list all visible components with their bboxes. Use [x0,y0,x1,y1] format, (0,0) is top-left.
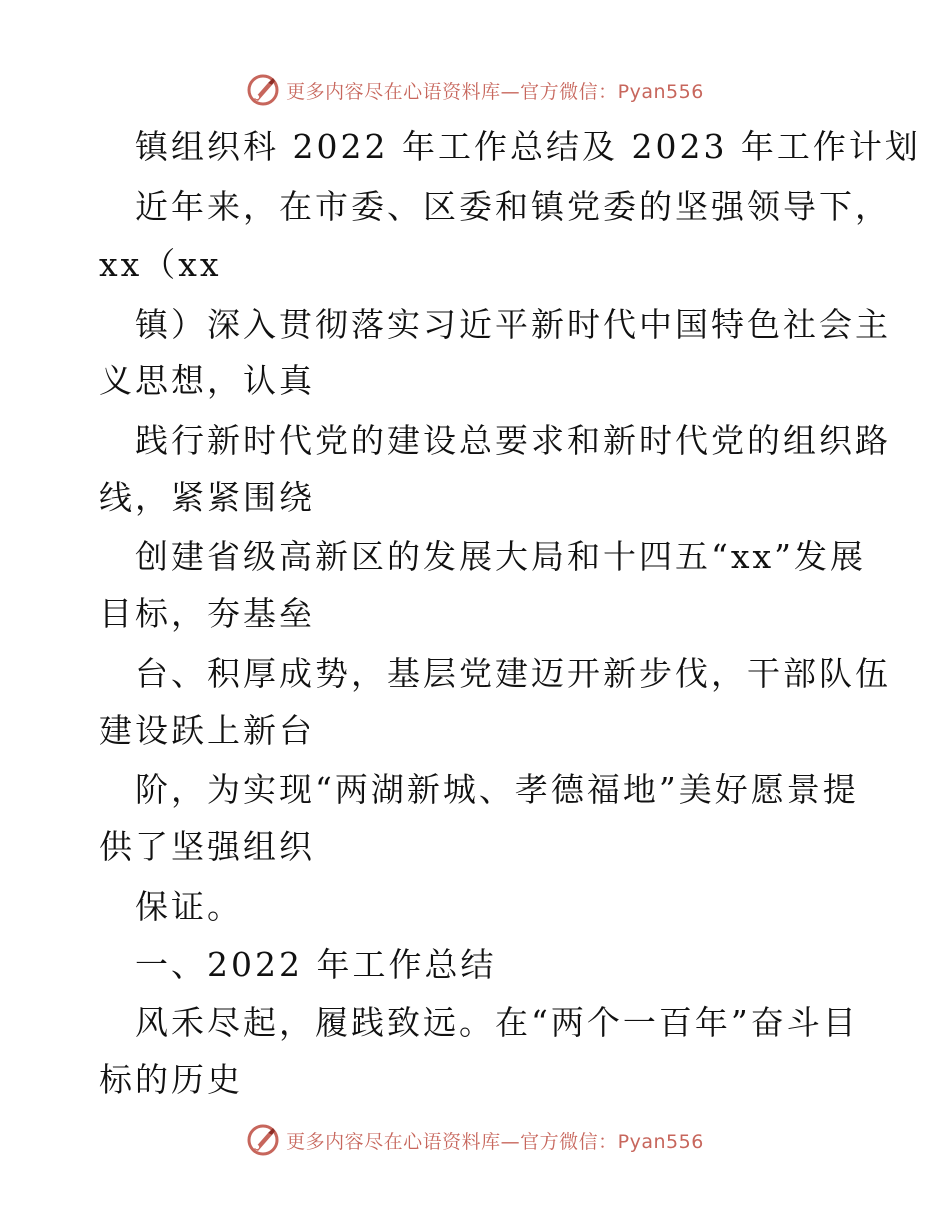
document-title: 镇组织科 2022 年工作总结及 2023 年工作计划 [135,127,921,166]
paragraph-line: xx（xx [99,245,222,284]
paragraph-line: 线，紧紧围绕 [99,478,315,517]
section-heading: 一、2022 年工作总结 [135,945,497,984]
paragraph-line: 义思想，认真 [99,361,315,400]
watermark-text: 更多内容尽在心语资料库—官方微信：Pyan556 [286,80,704,103]
paragraph-line: 保证。 [135,887,243,926]
footer-watermark [0,1120,950,1160]
paragraph-line: 践行新时代党的建设总要求和新时代党的组织路 [135,421,891,460]
paragraph-line: 目标，夯基垒 [99,594,315,633]
paragraph-line: 建设跃上新台 [99,711,315,750]
paragraph-line: 镇）深入贯彻落实习近平新时代中国特色社会主 [135,305,891,344]
paragraph-line: 台、积厚成势，基层党建迈开新步伐，干部队伍 [135,654,891,693]
paragraph-line: 标的历史 [99,1060,243,1099]
pen-seal-icon [246,1123,280,1157]
paragraph-line: 近年来，在市委、区委和镇党委的坚强领导下， [135,187,891,226]
paragraph-line: 风禾尽起，履践致远。在“两个一百年”奋斗目 [135,1003,859,1042]
watermark-text: 更多内容尽在心语资料库—官方微信：Pyan556 [286,1130,704,1153]
paragraph-line: 阶，为实现“两湖新城、孝德福地”美好愿景提 [135,770,859,809]
pen-seal-icon [246,73,280,107]
header-watermark [0,70,950,110]
paragraph-line: 供了坚强组织 [99,827,315,866]
paragraph-line: 创建省级高新区的发展大局和十四五“xx”发展 [135,537,866,576]
